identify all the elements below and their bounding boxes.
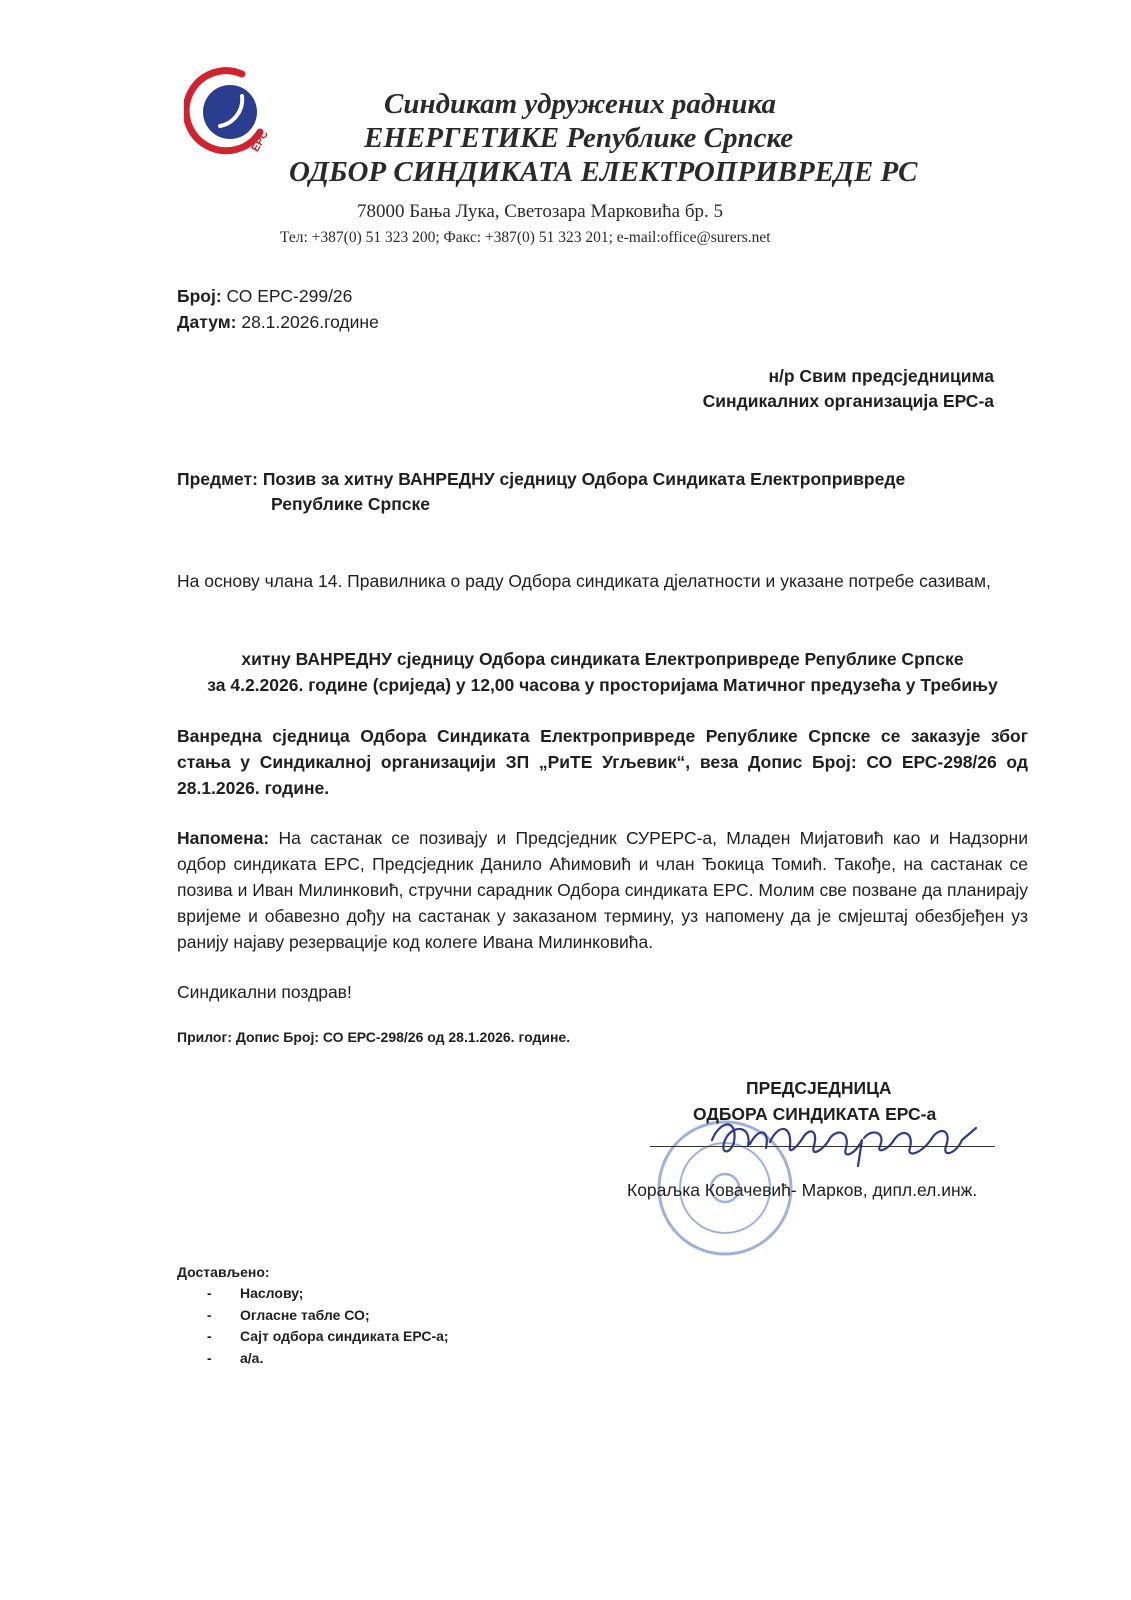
reason-paragraph: Ванредна сједница Одбора Синдиката Електропривреде Републике Српске се заказује због стања у Синдикалној организацији ЗП „РиТЕ Угљевик“, веза Допис Број: СО ЕРС-298/26 од 28.1.2026. године. <box>177 726 1028 798</box>
organization-name-line3: ОДБОР СИНДИКАТА ЕЛЕКТРОПРИВРЕДЕ РС <box>289 156 918 188</box>
document-date <box>177 312 379 333</box>
delivered-label: Достављено: <box>177 1264 270 1280</box>
note-paragraph <box>177 825 1028 955</box>
subject-label: Предмет: <box>177 469 258 489</box>
organization-contact: Тел: +387(0) 51 323 200; Факс: +387(0) 51 323 201; e-mail:office@surers.net <box>280 229 771 246</box>
attachment-line: Прилог: Допис Број: СО ЕРС-298/26 од 28.1.2026. године. <box>177 1029 571 1045</box>
organization-logo <box>184 66 276 158</box>
delivered-list <box>207 1285 449 1371</box>
greeting: Синдикални поздрав! <box>177 982 352 1002</box>
call-line2: за 4.2.2026. године (сриједа) у 12,00 часова у просторијама Матичног предузећа у Требињу <box>207 675 998 695</box>
document-number <box>177 286 352 307</box>
document-date-value: 28.1.2026.године <box>241 312 379 332</box>
list-item: - Огласне табле СО; <box>207 1307 449 1329</box>
recipient-line2: Синдикалних организација ЕРС-а <box>702 391 994 411</box>
signature-line <box>650 1146 995 1147</box>
subject-line2: Републике Српске <box>271 494 430 514</box>
subject-line1: Позив за хитну ВАНРЕДНУ сједницу Одбора Синдиката Електропривреде <box>262 469 906 489</box>
organization-name-line1: Синдикат удружених радника <box>384 88 776 120</box>
document-number-value: СО ЕРС-299/26 <box>226 286 353 306</box>
list-item: - Наслову; <box>207 1285 449 1307</box>
intro-paragraph: На основу члана 14. Правилника о раду Одбора синдиката дјелатности и указане потребе сазивам, <box>177 571 991 591</box>
organization-name-line2: ЕНЕРГЕТИКЕ Републике Српске <box>364 122 794 154</box>
signatory-name: Корaљка Ковачевић- Марков, дипл.ел.инж. <box>627 1180 978 1200</box>
note-label: Напомена: <box>177 828 270 848</box>
organization-address: 78000 Бања Лука, Светозара Марковића бр. 5 <box>357 201 724 222</box>
signatory-title-line1: ПРЕДСЈЕДНИЦА <box>746 1078 892 1098</box>
list-item: - Сајт одбора синдиката ЕРС-а; <box>207 1328 449 1350</box>
handwritten-signature <box>700 1098 990 1173</box>
list-item: - а/а. <box>207 1350 449 1372</box>
logo-text: ЕРС <box>249 128 271 154</box>
subject <box>177 467 977 517</box>
note-text: На састанак се позивају и Предсједник СУРЕРС-а, Младен Мијатовић као и Надзорни одбор синдиката ЕРС, Предсједник Данило Аћимовић и члан Ђокица Томић. Такође, на састанак се позива и Иван Милинковић, стручни сарадник Одбора синдиката ЕРС. Молим све позване да планирају вријеме и обавезно дођу на састанак у заказаном термину, уз напомену да је смјештај обезбјеђен уз ранију најаву резервације код колеге Ивана Милинковића. <box>177 828 1028 952</box>
call-line1: хитну ВАНРЕДНУ сједницу Одбора синдиката Електропривреде Републике Српске <box>241 649 964 669</box>
recipient-line1: н/р Свим предсједницима <box>768 366 994 386</box>
document-date-label: Датум: <box>177 312 237 332</box>
document-number-label: Број: <box>177 286 222 306</box>
signatory-title-line2: ОДБОРА СИНДИКАТА ЕРС-а <box>693 1104 937 1124</box>
